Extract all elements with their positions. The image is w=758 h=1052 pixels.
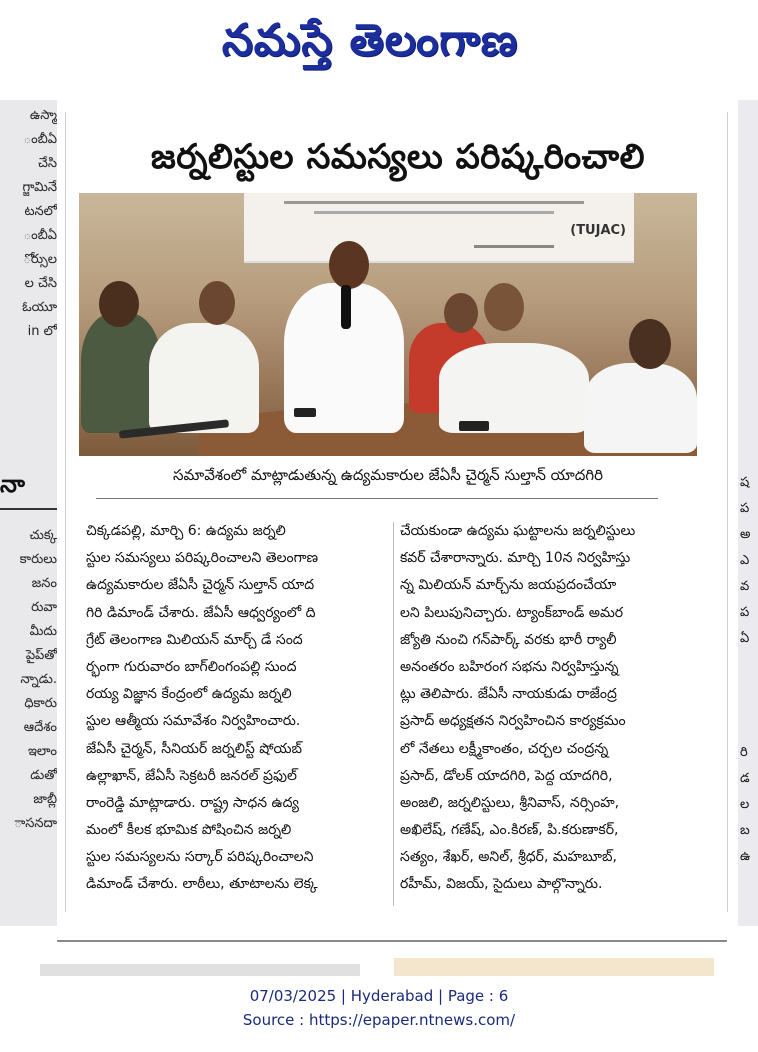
- side-text-line: జాబ్లీ: [33, 792, 57, 807]
- photo-person: [584, 363, 697, 453]
- side-text-line: పైప్‌తో: [25, 648, 57, 663]
- photo-person-head: [484, 283, 524, 331]
- side-text-line: ఎ: [740, 553, 750, 568]
- photo-person-head: [444, 293, 478, 333]
- column-divider-right: [727, 112, 728, 912]
- side-text-line: రి: [740, 745, 748, 760]
- side-text-line: ల చేసి: [24, 276, 57, 291]
- article-body-line: మంలో కీలక భూమిక పోషించిన జర్నలి: [86, 822, 292, 839]
- photo-caption: సమావేశంలో మాట్లాడుతున్న ఉద్యమకారుల జేఏసీ చైర్మన్ సుల్తాన్ యాదగిరి: [173, 466, 603, 484]
- side-text-line: ఆదేశం: [23, 720, 57, 735]
- right-column-snippet-top: [740, 470, 758, 652]
- article-body-line: ట్లు తెలిపారు. జేఏసీ నాయకుడు రాజేంద్ర: [400, 686, 617, 703]
- article-body-line: లని పిలుపునిచ్చారు. ట్యాంక్‌బాండ్ అమర: [400, 604, 624, 621]
- page-footer: [0, 984, 758, 1032]
- side-text-line: రువా: [31, 600, 57, 615]
- side-text-line: వ: [740, 579, 750, 594]
- side-text-line: ంబీఏ: [23, 132, 57, 147]
- article-body-line: న్న మిలియన్ మార్చ్‌ను జయప్రదంచేయా: [400, 577, 617, 594]
- side-text-line: ల: [740, 797, 750, 812]
- photo-person: [439, 343, 589, 433]
- left-column-rule: [0, 508, 57, 510]
- article-body-line: జేఏసీ చైర్మన్, సీనియర్ జర్నలిస్ట్ షోయబ్: [86, 740, 303, 757]
- article-body-line: డిమాండ్ చేశారు. లాఠీలు, తూటాలను లెక్క: [86, 876, 318, 893]
- article-body-line: కవర్ చేశారాన్నారు. మార్చి 10న నిర్వహిస్తు: [400, 550, 631, 567]
- side-text-line: చేసి: [37, 156, 57, 171]
- side-text-line: ప: [740, 501, 750, 516]
- side-text-line: ప: [740, 605, 750, 620]
- side-text-line: డుతో: [30, 768, 57, 783]
- article-body-line: అనంతరం బహిరంగ సభను నిర్వహిస్తున్న: [400, 658, 619, 675]
- article-body-line: ప్రసాద్, డోలక్ యాదగిరి, పెద్ద యాదగిరి,: [400, 767, 613, 784]
- right-column-snippet-bottom: [740, 740, 758, 870]
- photo-person: [149, 323, 259, 433]
- next-article-snippet-right: [394, 958, 714, 976]
- side-text-line: ోర్సుల: [23, 252, 57, 267]
- photo-speaker-head: [329, 241, 369, 289]
- side-text-line: అ: [740, 527, 751, 542]
- side-text-line: టనలో: [24, 204, 57, 219]
- article-body-line: స్టుల ఆత్మీయ సమావేశం నిర్వహించారు.: [86, 713, 301, 730]
- side-text-line: బ: [740, 823, 750, 838]
- microphone-icon: [341, 285, 351, 329]
- footer-dateline: 07/03/2025 | Hyderabad | Page : 6: [249, 987, 509, 1005]
- body-column-divider: [393, 522, 394, 906]
- side-text-line: ధికారు: [24, 696, 57, 711]
- article-body-line: సత్యం, శేఖర్, అనిల్, శ్రీధర్, మహబూబ్,: [400, 849, 617, 866]
- article-body-line: చేయకుండా ఉద్యమ ఘట్టాలను జర్నలిస్టులు: [400, 523, 636, 539]
- side-text-line: ష: [740, 475, 750, 490]
- side-text-line: ఉ: [740, 849, 751, 864]
- side-text-line: ఓయూ: [22, 300, 57, 315]
- phone-icon: [294, 408, 316, 417]
- column-divider-left: [65, 112, 66, 912]
- side-text-line: జనం: [31, 576, 57, 591]
- article-body-line: గిరి డిమాండ్ చేశారు. జేఏసీ ఆధ్వర్యంలో ది: [86, 604, 316, 621]
- side-text-line: ంబీఏ: [23, 228, 57, 243]
- article-body-column-2: [400, 518, 716, 899]
- side-text-line: కారులు: [19, 552, 57, 567]
- photo-person-head: [199, 281, 235, 325]
- side-text-line: డ: [740, 771, 750, 786]
- photo-person-head: [629, 319, 671, 369]
- article-body-line: ప్రసాద్ అధ్యక్షతన నిర్వహించిన కార్యక్రమం: [400, 713, 626, 730]
- article-body-line: రయ్య విజ్ఞాన కేంద్రంలో ఉద్యమ జర్నలి: [86, 686, 292, 703]
- article-body-line: గ్రేట్ తెలంగాణ మిలియన్ మార్చ్ డే సంద: [86, 631, 303, 648]
- photo-banner-text: (TUJAC): [570, 223, 626, 238]
- article-body-line: అంజలి, జర్నలిస్టులు, శ్రీనివాస్, నర్సింహ,: [400, 794, 620, 811]
- bottom-rule: [57, 940, 727, 942]
- article-headline: జర్నలిస్టుల సమస్యలు పరిష్కరించాలి: [150, 137, 646, 177]
- article-body-line: ఉల్లాఖాన్, జేఏసీ సెక్రటరీ జనరల్ ప్రఫుల్: [86, 767, 297, 784]
- side-text-line: ఉస్మా: [29, 108, 57, 123]
- left-column-heading: నా: [0, 470, 25, 498]
- article-body-column-1: [86, 518, 388, 899]
- side-text-line: చుక్క: [29, 528, 57, 543]
- masthead-logo: నమస్తే తెలంగాణ: [221, 15, 519, 66]
- side-text-line: న్నాడు.: [20, 672, 57, 687]
- side-text-line: ఇలాం: [27, 744, 57, 759]
- left-column-snippet-bottom: [2, 524, 57, 836]
- article-body-line: ఉద్యమకారుల జేఏసీ చైర్మన్ సుల్తాన్ యాద: [86, 577, 315, 594]
- article-body-line: లో నేతలు లక్ష్మీకాంతం, చర్చల చంద్రన్న: [400, 740, 609, 757]
- photo-person-head: [99, 281, 139, 327]
- side-text-line: గ్జామినే: [22, 180, 57, 195]
- side-text-line: మీదు: [29, 624, 57, 639]
- caption-rule: [96, 498, 658, 499]
- article-body-line: ర్భంగా గురువారం బాగ్‌లింగంపల్లి సుంద: [86, 658, 297, 675]
- article-body-line: రహీమ్, విజయ్, సైదులు పాల్గొన్నారు.: [400, 876, 603, 893]
- side-text-line: in లో: [27, 324, 57, 339]
- article-body-line: రాంరెడ్డి మాట్లాడారు. రాష్ట్ర సాధన ఉద్య: [86, 794, 299, 811]
- side-text-line: ఏ: [740, 631, 750, 646]
- phone-icon: [459, 421, 489, 431]
- footer-source: Source : https://epaper.ntnews.com/: [242, 1011, 516, 1029]
- next-article-snippet-left: [40, 964, 360, 976]
- article-body-line: స్టుల సమస్యలు పరిష్కరించాలని తెలంగాణ: [86, 550, 319, 567]
- article-body-line: జ్యోతి నుంచి గన్‌పార్క్ వరకు భారీ ర్యాలీ: [400, 631, 617, 648]
- left-column-snippet-top: [2, 104, 57, 344]
- article-body-line: స్టుల సమస్యలను సర్కార్ పరిష్కరించాలని: [86, 849, 314, 866]
- side-text-line: ాసనదా: [14, 816, 57, 831]
- article-photo: [79, 193, 697, 456]
- article-body-line: చిక్కడపల్లి, మార్చి 6: ఉద్యమ జర్నలి: [86, 523, 286, 539]
- article-body-line: అఖిలేష్, గణేష్, ఎం.కిరణ్, పి.కరుణాకర్,: [400, 822, 619, 839]
- photo-banner: [244, 193, 634, 263]
